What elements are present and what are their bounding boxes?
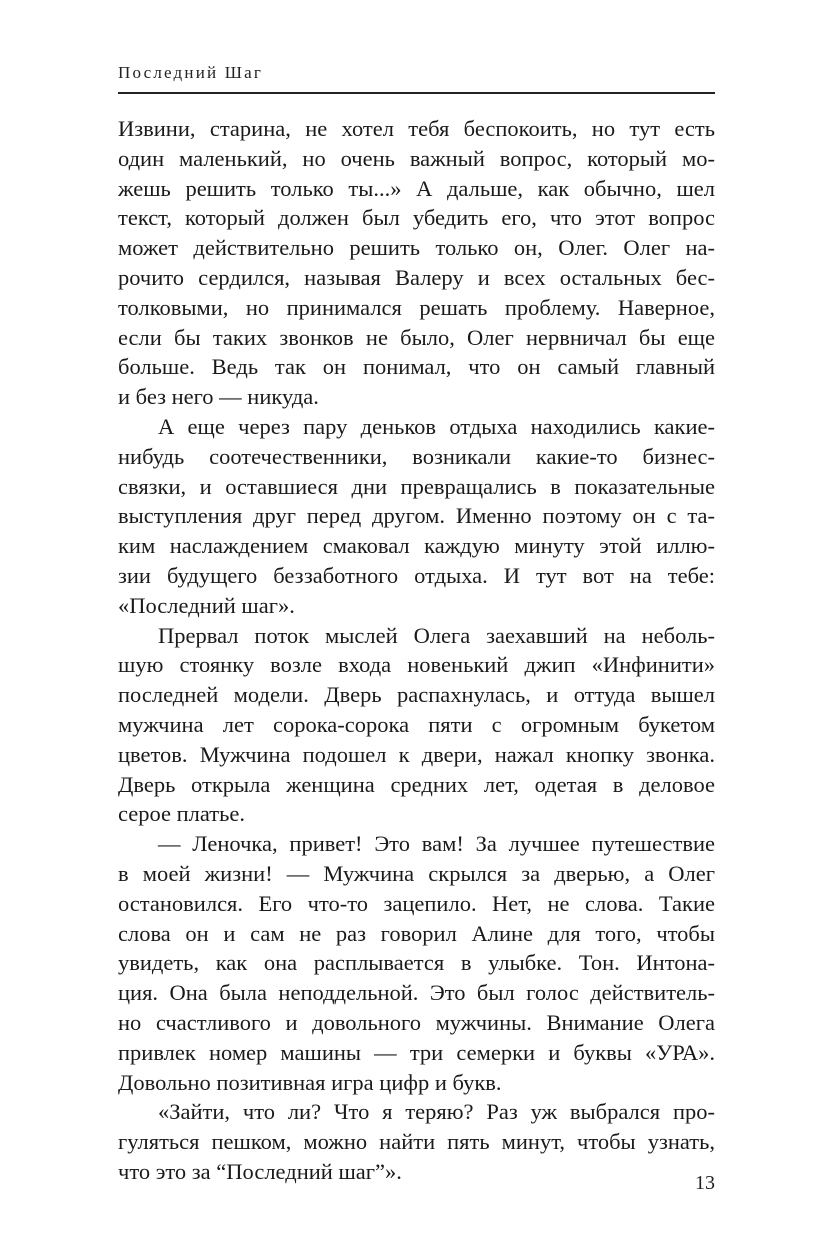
text-line: остановился. Его что-то зацепило. Нет, не слова. Такие (118, 890, 715, 916)
text-line: толковыми, но принимался решать проблему. Наверное, (118, 294, 715, 320)
text-line: один маленький, но очень важный вопрос, который мо- (118, 145, 715, 171)
text-line: текст, который должен был убедить его, что этот вопрос (118, 205, 715, 231)
text-line: «Зайти, что ли? Что я теряю? Раз уж выбрался про- (158, 1099, 715, 1125)
running-title: Последний Шаг (118, 63, 264, 82)
text-line: жешь решить только ты...» А дальше, как обычно, шел (118, 175, 715, 201)
text-line: выступления друг перед другом. Именно поэтому он с та- (118, 503, 715, 529)
text-line: ким наслаждением смаковал каждую минуту этой иллю- (118, 533, 715, 559)
text-line: серое платье. (118, 801, 246, 827)
text-line: Прервал поток мыслей Олега заехавший на неболь- (158, 622, 715, 648)
text-line: слова он и сам не раз говорил Алине для того, чтобы (118, 920, 715, 946)
text-line: и без него — никуда. (118, 384, 319, 410)
text-line: что это за “Последний шаг”». (118, 1158, 402, 1184)
text-line: зии будущего беззаботного отдыха. И тут вот на тебе: (118, 562, 715, 588)
text-line: гуляться пешком, можно найти пять минут, чтобы узнать, (118, 1129, 715, 1155)
text-line: если бы таких звонков не было, Олег нервничал бы еще (118, 324, 715, 350)
text-line: связки, и оставшиеся дни превращались в показательные (118, 473, 715, 499)
text-line: больше. Ведь так он понимал, что он самый главный (118, 354, 715, 380)
text-line: шую стоянку возле входа новенький джип «Инфинити» (118, 652, 715, 678)
text-line: цветов. Мужчина подошел к двери, нажал кнопку звонка. (118, 741, 715, 767)
text-line: рочито сердился, называя Валеру и всех остальных бес- (118, 264, 715, 290)
text-line: но счастливого и довольного мужчины. Внимание Олега (118, 1009, 715, 1035)
text-line: привлек номер машины — три семерки и буквы «УРА». (118, 1039, 715, 1065)
text-line: последней модели. Дверь распахнулась, и оттуда вышел (118, 682, 715, 708)
text-line: может действительно решить только он, Олег. Олег на- (118, 235, 715, 261)
text-line: в моей жизни! — Мужчина скрылся за дверью, а Олег (118, 860, 715, 886)
body-text (118, 114, 715, 1187)
text-line: увидеть, как она расплывается в улыбке. Тон. Интона- (118, 950, 715, 976)
text-line: Дверь открыла женщина средних лет, одетая в деловое (118, 771, 715, 797)
text-line: А еще через пару деньков отдыха находились какие- (158, 413, 715, 439)
page-number: 13 (695, 1172, 715, 1194)
text-line: Довольно позитивная игра цифр и букв. (118, 1069, 502, 1095)
header-rule (118, 92, 715, 94)
text-line: нибудь соотечественники, возникали какие-то бизнес- (118, 443, 715, 469)
text-line: мужчина лет сорока-сорока пяти с огромным букетом (118, 711, 715, 737)
text-line: Извини, старина, не хотел тебя беспокоить, но тут есть (118, 116, 715, 141)
text-line: — Леночка, привет! Это вам! За лучшее путешествие (158, 831, 715, 857)
text-line: «Последний шаг». (118, 592, 295, 618)
text-line: ция. Она была неподдельной. Это был голос действитель- (118, 980, 715, 1006)
